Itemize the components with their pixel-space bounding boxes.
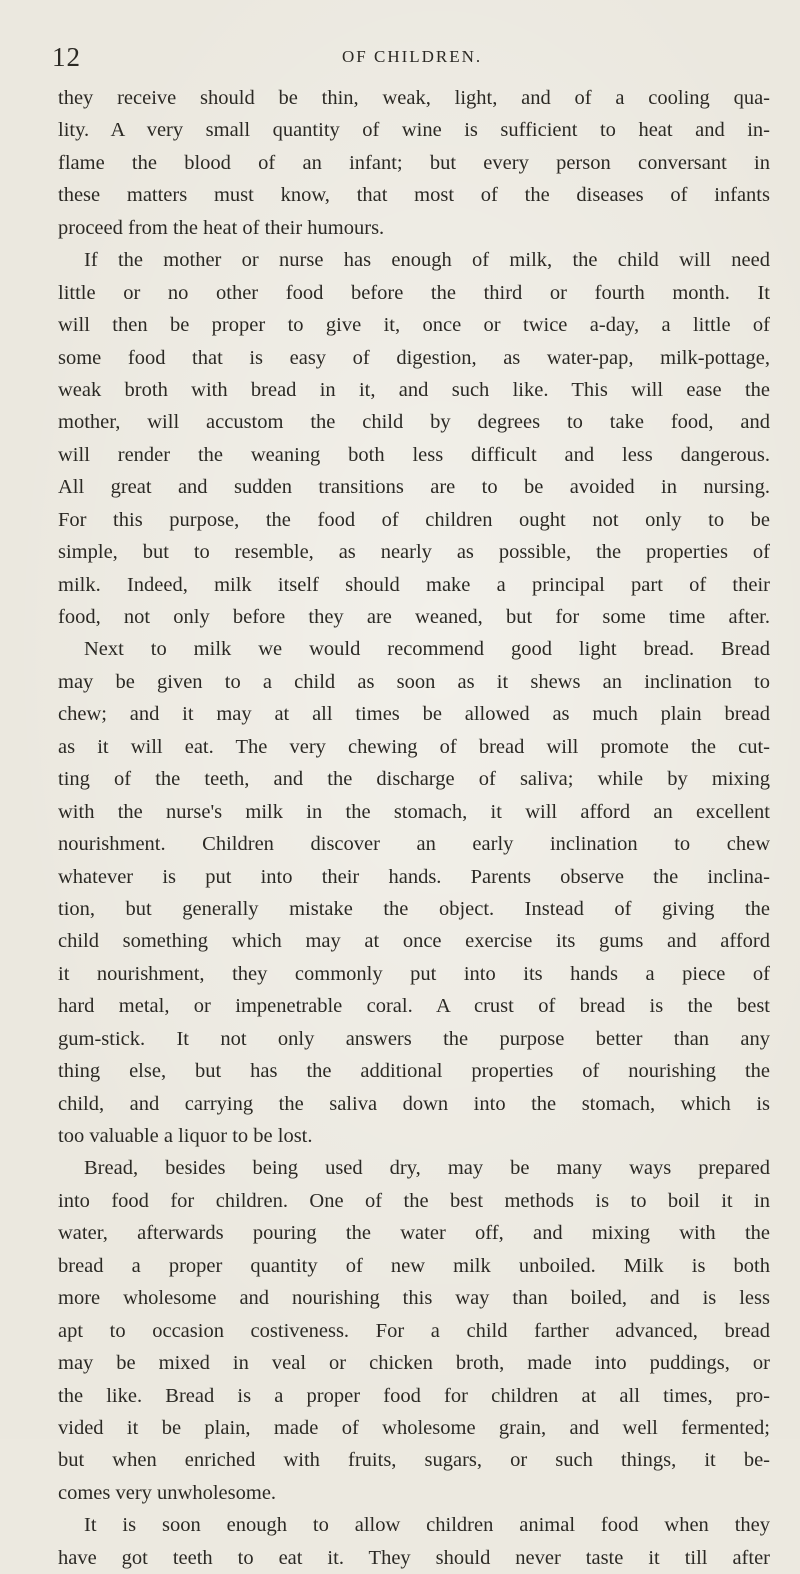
text-line: Bread, besides being used dry, may be many ways prepared	[84, 1157, 770, 1180]
text-line: bread a proper quantity of new milk unboiled. Milk is both	[58, 1254, 770, 1277]
text-line: child something which may at once exercise its gums and afford	[58, 930, 770, 953]
text-line: into food for children. One of the best methods is to boil it in	[58, 1189, 770, 1212]
text-line: with the nurse's milk in the stomach, it will afford an excellent	[58, 800, 770, 823]
text-line: these matters must know, that most of the diseases of infants	[58, 184, 770, 207]
text-line: lity. A very small quantity of wine is sufficient to heat and in-	[58, 119, 770, 142]
text-line: Next to milk we would recommend good light bread. Bread	[84, 638, 770, 661]
text-line: little or no other food before the third or fourth month. It	[58, 281, 770, 304]
text-line: child, and carrying the saliva down into the stomach, which is	[58, 1092, 770, 1115]
text-line: ting of the teeth, and the discharge of saliva; while by mixing	[58, 768, 770, 791]
text-line: flame the blood of an infant; but every person conversant in	[58, 151, 770, 174]
text-line: For this purpose, the food of children ought not only to be	[58, 508, 770, 531]
text-line: whatever is put into their hands. Parents observe the inclina-	[58, 865, 770, 888]
text-line: have got teeth to eat it. They should never taste it till after	[58, 1546, 770, 1569]
text-line: apt to occasion costiveness. For a child farther advanced, bread	[58, 1319, 770, 1342]
text-line: chew; and it may at all times be allowed as much plain bread	[58, 703, 770, 726]
text-line: water, afterwards pouring the water off, and mixing with the	[58, 1222, 770, 1245]
text-line: gum-stick. It not only answers the purpose better than any	[58, 1027, 770, 1050]
text-line: vided it be plain, made of wholesome grain, and well fermented;	[58, 1416, 770, 1439]
text-line: thing else, but has the additional properties of nourishing the	[58, 1060, 770, 1083]
text-line: milk. Indeed, milk itself should make a principal part of their	[58, 573, 770, 596]
text-line: nourishment. Children discover an early inclination to chew	[58, 833, 770, 856]
text-line: they receive should be thin, weak, light, and of a cooling qua-	[58, 87, 770, 109]
text-line: simple, but to resemble, as nearly as possible, the properties of	[58, 541, 770, 564]
text-line: hard metal, or impenetrable coral. A crust of bread is the best	[58, 995, 770, 1018]
text-line: weak broth with bread in it, and such like. This will ease the	[58, 378, 770, 401]
text-line: food, not only before they are weaned, but for some time after.	[58, 606, 770, 628]
text-line: proceed from the heat of their humours.	[58, 216, 385, 239]
text-line: All great and sudden transitions are to be avoided in nursing.	[58, 476, 770, 499]
text-line: as it will eat. The very chewing of bread will promote the cut-	[58, 735, 770, 758]
text-line: will then be proper to give it, once or twice a-day, a little of	[58, 314, 770, 337]
text-line: but when enriched with fruits, sugars, or such things, it be-	[58, 1449, 770, 1472]
text-line: It is soon enough to allow children animal food when they	[84, 1514, 770, 1537]
text-line: more wholesome and nourishing this way than boiled, and is less	[58, 1287, 770, 1310]
text-line: tion, but generally mistake the object. Instead of giving the	[58, 897, 770, 920]
page-header	[52, 40, 752, 74]
text-line: may be given to a child as soon as it shews an inclination to	[58, 670, 770, 693]
page-number: 12	[52, 42, 81, 72]
text-line: too valuable a liquor to be lost.	[58, 1125, 313, 1147]
text-line: mother, will accustom the child by degrees to take food, and	[58, 411, 770, 434]
text-line: some food that is easy of digestion, as water-pap, milk-pottage,	[58, 346, 770, 369]
running-head: OF CHILDREN.	[342, 47, 483, 66]
text-line: will render the weaning both less difficult and less dangerous.	[58, 443, 770, 466]
text-line: If the mother or nurse has enough of milk, the child will need	[84, 249, 770, 272]
text-line: the like. Bread is a proper food for children at all times, pro-	[58, 1384, 770, 1407]
body-text	[58, 82, 770, 1574]
text-line: may be mixed in veal or chicken broth, made into puddings, or	[58, 1352, 770, 1375]
text-line: comes very unwholesome.	[58, 1481, 277, 1504]
text-line: it nourishment, they commonly put into its hands a piece of	[58, 962, 770, 985]
